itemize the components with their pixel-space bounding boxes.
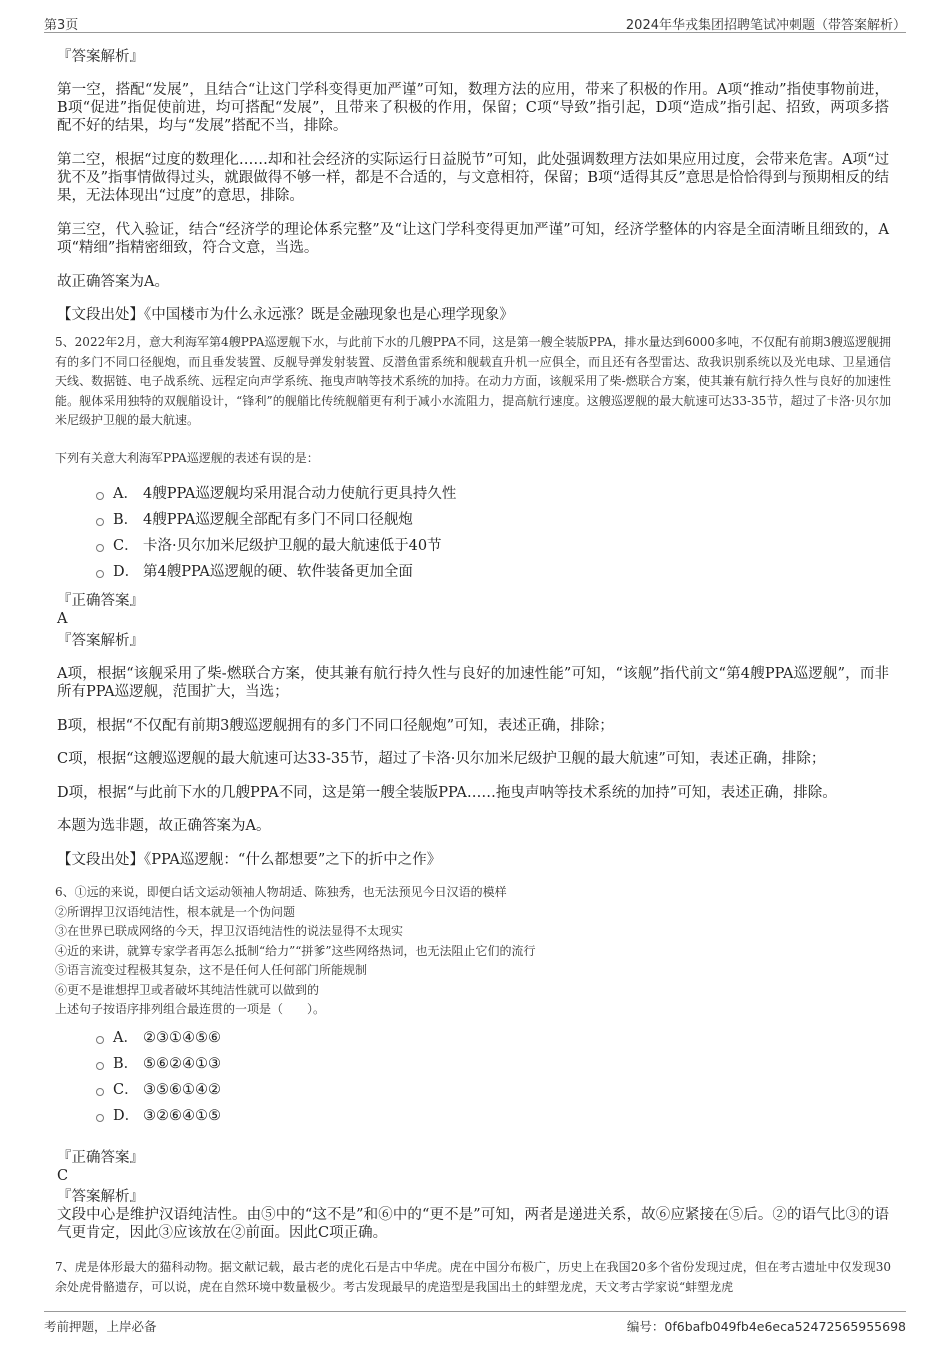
q6-line: 6、①远的来说，即便白话文运动领袖人物胡适、陈独秀，也无法预见今日汉语的模样 <box>55 885 507 899</box>
option-letter: C． <box>113 1082 139 1098</box>
option-text: 4艘PPA巡逻舰均采用混合动力使航行更具持久性 <box>143 486 457 502</box>
option-letter: D． <box>113 564 140 580</box>
q5-conclusion: 本题为选非题，故正确答案为A。 <box>57 818 271 834</box>
q7-passage: 7、虎是体形最大的猫科动物。据文献记载，最古老的虎化石是古中华虎。虎在中国分布极广，历史上在我国20多个省份发现过虎，但在考古遗址中仅发现30余处虎骨骼遗存，可以说，虎在自然环境中数量极少。考古发现最早的虎造型是我国出土的蚌塑龙虎，天文考古学家说“蚌塑龙虎 <box>55 1260 891 1294</box>
document-title: 2024年华戎集团招聘笔试冲刺题（带答案解析） <box>625 18 906 33</box>
option-letter: B． <box>113 512 139 528</box>
option-letter: C． <box>113 538 139 554</box>
option-text: ⑤⑥②④①③ <box>143 1056 221 1072</box>
q5-question: 下列有关意大利海军PPA巡逻舰的表述有误的是： <box>55 451 319 465</box>
q5-analysis-c: C项，根据“这艘巡逻舰的最大航速可达33-35节，超过了卡洛·贝尔加米尼级护卫舰的最大航速”可知，表述正确，排除； <box>57 751 826 767</box>
q6-option-b[interactable] <box>96 1055 221 1073</box>
radio-icon[interactable] <box>96 1114 104 1122</box>
q5-answer-label: 『正确答案』 <box>57 593 144 609</box>
radio-icon[interactable] <box>96 1062 104 1070</box>
q6-analysis: 文段中心是维护汉语纯洁性。由⑤中的“这不是”和⑥中的“更不是”可知，两者是递进关系，故⑥应紧接在⑤后。②的语气比③的语气更肯定，因此③应该放在②前面。因此C项正确。 <box>57 1207 889 1241</box>
option-letter: A． <box>113 486 138 502</box>
q5-option-c[interactable] <box>96 537 442 555</box>
radio-icon[interactable] <box>96 544 104 552</box>
radio-icon[interactable] <box>96 492 104 500</box>
q5-analysis-a: A项，根据“该舰采用了柴-燃联合方案，使其兼有航行持久性与良好的加速性能”可知，“该舰”指代前文“第4艘PPA巡逻舰”，而非所有PPA巡逻舰，范围扩大，当选； <box>57 666 889 700</box>
page-footer <box>44 1311 906 1336</box>
q4-analysis-para-3: 第三空，代入验证，结合“经济学的理论体系完整”及“让这门学科变得更加严谨”可知，经济学整体的内容是全面清晰且细致的，A项“精细”指精密细致，符合文意，当选。 <box>57 222 889 256</box>
q5-source: 【文段出处】《PPA巡逻舰：“什么都想要”之下的折中之作》 <box>57 852 442 868</box>
q5-option-d[interactable] <box>96 563 413 581</box>
radio-icon[interactable] <box>96 1088 104 1096</box>
q5-analysis-label: 『答案解析』 <box>57 633 144 649</box>
page-number: 第3页 <box>44 18 79 33</box>
q5-option-a[interactable] <box>96 485 456 503</box>
q6-option-d[interactable] <box>96 1107 221 1125</box>
q6-line: ⑥更不是谁想捍卫或者破坏其纯洁性就可以做到的 <box>55 982 320 997</box>
radio-icon[interactable] <box>96 1036 104 1044</box>
q5-analysis-d: D项，根据“与此前下水的几艘PPA不同，这是第一艘全装版PPA……拖曳声呐等技术系统的加持”可知，表述正确，排除。 <box>57 785 837 801</box>
q5-option-b[interactable] <box>96 511 413 529</box>
page-header <box>44 10 906 33</box>
q6-option-a[interactable] <box>96 1029 221 1047</box>
q4-analysis-label: 『答案解析』 <box>57 49 144 65</box>
option-text: 卡洛·贝尔加米尼级护卫舰的最大航速低于40节 <box>143 538 442 554</box>
radio-icon[interactable] <box>96 518 104 526</box>
q6-line: ④近的来讲，就算专家学者再怎么抵制“给力”“拼爹”这些网络热词，也无法阻止它们的流行 <box>55 943 536 958</box>
q6-line: ⑤语言流变过程极其复杂，这不是任何人任何部门所能规制 <box>55 963 368 977</box>
q4-conclusion: 故正确答案为A。 <box>57 274 169 290</box>
q4-analysis-para-1: 第一空，搭配“发展”，且结合“让这门学科变得更加严谨”可知，数理方法的应用，带来了积极的作用。A项“推动”指使事物前进，B项“促进”指促使前进，均可搭配“发展”，且带来了积极的作用，保留；C项“导致”指引起，D项“造成”指引起、招致，两项多搭配不好的结果，均与“发展”搭配不当，排除。 <box>57 82 889 134</box>
option-text: ②③①④⑤⑥ <box>143 1030 221 1046</box>
option-text: ③②⑥④①⑤ <box>143 1108 221 1124</box>
q6-line: 上述句子按语序排列组合最连贯的一项是（ ）。 <box>55 1002 326 1016</box>
option-letter: D． <box>113 1108 140 1124</box>
q6-answer-label: 『正确答案』 <box>57 1150 144 1166</box>
q5-answer: A <box>57 611 68 627</box>
q6-stem <box>55 883 891 1020</box>
q5-analysis-b: B项，根据“不仅配有前期3艘巡逻舰拥有的多门不同口径舰炮”可知，表述正确，排除； <box>57 718 614 734</box>
option-letter: A． <box>113 1030 138 1046</box>
radio-icon[interactable] <box>96 570 104 578</box>
q6-option-c[interactable] <box>96 1081 221 1099</box>
option-text: 4艘PPA巡逻舰全部配有多门不同口径舰炮 <box>143 512 413 528</box>
q4-analysis-para-2: 第二空，根据“过度的数理化……却和社会经济的实际运行日益脱节”可知，此处强调数理方法如果应用过度，会带来危害。A项“过犹不及”指事情做得过头，就跟做得不够一样，都是不合适的，与文意相符，保留；B项“适得其反”意思是恰恰得到与预期相反的结果，无法体现出“过度”的意思，排除。 <box>57 152 889 204</box>
option-text: ③⑤⑥①④② <box>143 1082 221 1098</box>
q6-line: ③在世界已联成网络的今天，捍卫汉语纯洁性的说法显得不太现实 <box>55 924 404 938</box>
footer-serial: 编号：0f6bafb049fb4e6eca52472565955698 <box>626 1319 906 1334</box>
footer-slogan: 考前押题，上岸必备 <box>44 1319 157 1334</box>
q5-passage: 5、2022年2月，意大利海军第4艘PPA巡逻舰下水，与此前下水的几艘PPA不同，这是第一艘全装版PPA，排水量达到6000多吨，不仅配有前期3艘巡逻舰拥有的多门不同口径舰炮，而且垂发装置、反舰导弹发射装置、反潜鱼雷系统和舰载直升机一应俱全，而且还有各型雷达、敌我识别系统以及光电球、卫星通信天线、数据链、电子战系统、远程定向声学系统、拖曳声呐等技术系统的加持。在动力方面，该舰采用了柴-燃联合方案，使其兼有航行持久性与良好的加速性能。舰体采用独特的双舰艏设计，“锋利”的舰艏比传统舰艏更有利于减小水流阻力，提高航行速度。这艘巡逻舰的最大航速可达33-35节，超过了卡洛·贝尔加米尼级护卫舰的最大航速。 <box>55 335 891 427</box>
q6-line: ②所谓捍卫汉语纯洁性，根本就是一个伪问题 <box>55 904 296 919</box>
q4-source: 【文段出处】《中国楼市为什么永远涨？既是金融现象也是心理学现象》 <box>57 307 514 323</box>
q6-analysis-label: 『答案解析』 <box>57 1189 144 1205</box>
option-text: 第4艘PPA巡逻舰的硬、软件装备更加全面 <box>143 564 413 580</box>
q6-answer: C <box>57 1168 69 1184</box>
option-letter: B． <box>113 1056 139 1072</box>
